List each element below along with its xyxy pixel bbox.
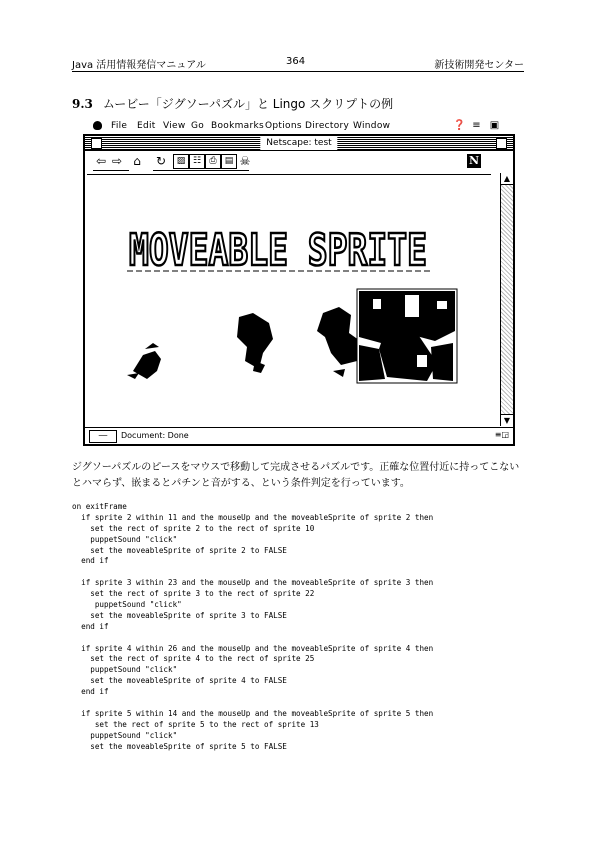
code-line: set the rect of sprite 2 to the rect of sprite 10 — [72, 523, 315, 533]
page-number: 364 — [286, 56, 306, 67]
menu-bar — [83, 118, 513, 134]
assembled-puzzle — [357, 289, 457, 383]
reload-icon[interactable]: ↻ — [155, 154, 167, 168]
code-line — [72, 698, 526, 709]
zoom-box-icon[interactable] — [496, 138, 507, 149]
code-line: set the moveableSprite of sprite 2 to FALSE — [72, 545, 287, 555]
scroll-down-icon[interactable]: ▼ — [501, 414, 513, 426]
menu-go[interactable]: Go — [191, 121, 205, 131]
puzzle-piece-2[interactable] — [237, 313, 273, 373]
code-line: on exitFrame — [72, 502, 127, 511]
app-switcher-icon[interactable]: ≡ — [472, 120, 481, 131]
header-rule — [72, 71, 524, 72]
status-bar — [85, 427, 513, 444]
netscape-app-icon[interactable]: ▣ — [489, 120, 500, 131]
section-title: ムービー「ジグソーパズル」と Lingo スクリプトの例 — [102, 97, 394, 111]
home-icon[interactable]: ⌂ — [133, 154, 141, 168]
code-line — [72, 567, 526, 578]
code-line: end if — [72, 556, 109, 566]
menu-file[interactable]: File — [111, 121, 128, 131]
header-left: Java 活用情報発信マニュアル — [72, 60, 206, 71]
code-line: end if — [72, 621, 109, 631]
code-line: puppetSound "click" — [72, 665, 178, 675]
page-header — [72, 56, 524, 70]
close-box-icon[interactable] — [91, 138, 102, 149]
page-content — [87, 174, 491, 426]
apple-menu-icon[interactable] — [93, 121, 102, 130]
browser-toolbar — [85, 151, 495, 173]
help-icon[interactable]: ❓ — [453, 120, 466, 131]
menu-view[interactable]: View — [163, 121, 186, 131]
code-line: set the rect of sprite 5 to the rect of sprite 13 — [72, 719, 319, 729]
code-line: if sprite 4 within 26 and the mouseUp and the moveableSprite of sprite 4 then — [72, 643, 434, 653]
window-title-bar[interactable] — [85, 136, 513, 151]
code-line: puppetSound "click" — [72, 534, 178, 544]
moveable-sprite-heading: MOVEABLE SPRITE — [129, 225, 427, 276]
scroll-up-icon[interactable]: ▲ — [501, 173, 513, 185]
security-key-icon: ── — [89, 430, 117, 443]
window-title: Netscape: test — [260, 136, 337, 150]
open-icon[interactable]: ☷ — [189, 154, 205, 169]
header-right: 新技術開発センター — [434, 60, 524, 71]
code-line: set the moveableSprite of sprite 4 to FALSE — [72, 676, 287, 686]
menu-edit[interactable]: Edit — [137, 121, 156, 131]
code-line: if sprite 2 within 11 and the mouseUp and the moveableSprite of sprite 2 then — [72, 512, 434, 522]
code-line: puppetSound "click" — [72, 600, 182, 610]
section-heading — [72, 95, 393, 112]
stop-icon[interactable]: ☠ — [239, 154, 251, 168]
back-icon[interactable]: ⇦ — [95, 154, 107, 168]
movie-stage — [87, 175, 491, 426]
browser-screenshot — [83, 118, 513, 444]
puzzle-piece-1[interactable] — [127, 343, 161, 379]
code-line: if sprite 5 within 14 and the mouseUp and the moveableSprite of sprite 5 then — [72, 708, 434, 718]
code-line: set the rect of sprite 4 to the rect of sprite 25 — [72, 654, 315, 664]
code-line: set the rect of sprite 3 to the rect of sprite 22 — [72, 589, 315, 599]
resize-grip-icon[interactable]: ≡◲ — [494, 430, 509, 439]
print-icon[interactable]: ⎙ — [205, 154, 221, 169]
code-line — [72, 633, 526, 644]
code-line: if sprite 3 within 23 and the mouseUp and the moveableSprite of sprite 3 then — [72, 578, 434, 588]
section-number: 9.3 — [72, 97, 93, 111]
menu-window[interactable]: Window — [353, 121, 391, 131]
menu-bookmarks[interactable]: Bookmarks — [211, 121, 264, 131]
code-line: set the moveableSprite of sprite 5 to FALSE — [72, 741, 287, 751]
status-text: Document: Done — [121, 431, 189, 440]
netscape-logo-icon: N — [468, 154, 480, 167]
menu-options[interactable]: Options — [265, 121, 302, 131]
puzzle-piece-3[interactable] — [317, 307, 363, 377]
images-icon[interactable]: ▨ — [173, 154, 189, 169]
code-line: set the moveableSprite of sprite 3 to FALSE — [72, 610, 287, 620]
forward-icon[interactable]: ⇨ — [111, 154, 123, 168]
browser-window — [83, 134, 515, 446]
vertical-scrollbar[interactable] — [500, 173, 513, 426]
find-icon[interactable]: ▤ — [221, 154, 237, 169]
code-line: puppetSound "click" — [72, 730, 178, 740]
description-paragraph: ジグソーパズルのピースをマウスで移動して完成させるパズルです。正確な位置付近に持ってこないとハマらず、嵌まるとパチンと音がする、という条件判定を行っています。 — [72, 462, 520, 489]
menu-directory[interactable]: Directory — [305, 121, 350, 131]
lingo-code-block — [72, 502, 526, 752]
code-line: end if — [72, 687, 109, 697]
